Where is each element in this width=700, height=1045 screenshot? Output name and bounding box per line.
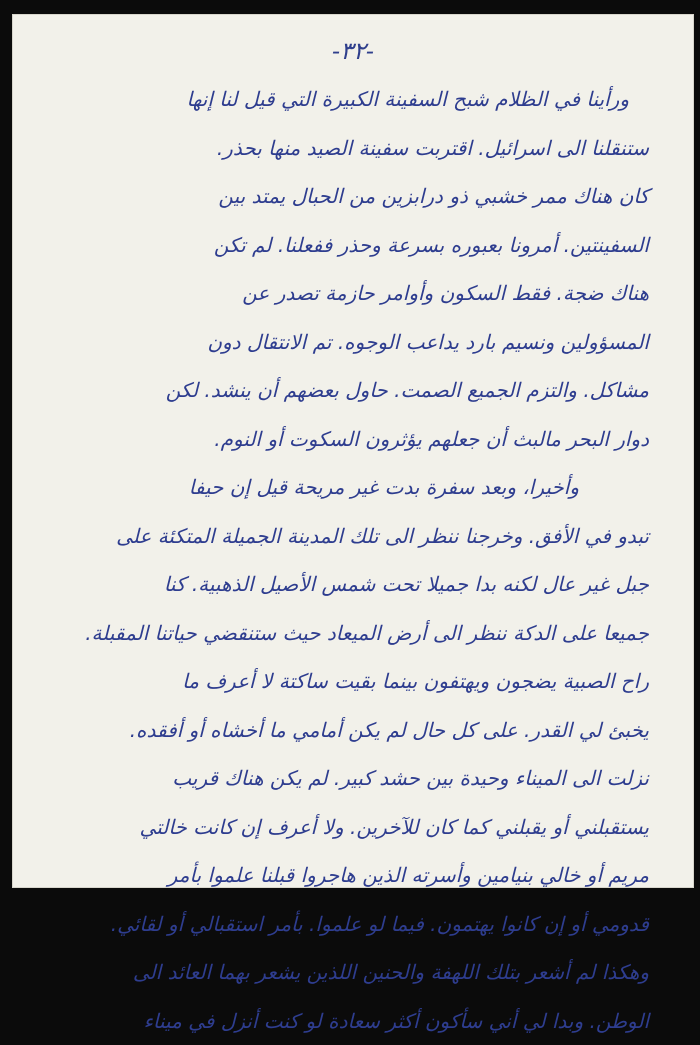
text-line: يستقبلني أو يقبلني كما كان للآخرين. ولا أعرف إن كانت خالتي bbox=[57, 803, 649, 852]
text-line: السفينتين. أمرونا بعبوره بسرعة وحذر ففعلنا. لم تكن bbox=[57, 221, 649, 270]
text-line: مشاكل. والتزم الجميع الصمت. حاول بعضهم أن ينشد. لكن bbox=[57, 366, 649, 415]
text-line: هناك ضجة. فقط السكون وأوامر حازمة تصدر عن bbox=[57, 269, 649, 318]
text-line: قدومي أو إن كانوا يهتمون. فيما لو علموا. بأمر استقبالي أو لقائي. bbox=[57, 900, 649, 949]
text-line: يخبئ لي القدر. على كل حال لم يكن أمامي ما أخشاه أو أفقده. bbox=[57, 706, 649, 755]
text-line: المسؤولين ونسيم بارد يداعب الوجوه. تم الانتقال دون bbox=[57, 318, 649, 367]
text-line: ستنقلنا الى اسرائيل. اقتربت سفينة الصيد منها بحذر. bbox=[57, 124, 649, 173]
page-number: -٣٢- bbox=[13, 37, 693, 65]
text-line: راح الصبية يضجون ويهتفون بينما بقيت ساكتة لا أعرف ما bbox=[57, 657, 649, 706]
text-line: ورأينا في الظلام شبح السفينة الكبيرة التي قيل لنا إنها bbox=[57, 75, 649, 124]
text-line: كان هناك ممر خشبي ذو درابزين من الحبال يمتد بين bbox=[57, 172, 649, 221]
text-line: وأخيرا، وبعد سفرة بدت غير مريحة قيل إن حيفا bbox=[57, 463, 649, 512]
text-line: تبدو في الأفق. وخرجنا ننظر الى تلك المدينة الجميلة المتكئة على bbox=[57, 512, 649, 561]
text-line: نزلت الى الميناء وحيدة بين حشد كبير. لم يكن هناك قريب bbox=[57, 754, 649, 803]
text-line: جبل غير عال لكنه بدا جميلا تحت شمس الأصيل الذهبية. كنا bbox=[57, 560, 649, 609]
text-line: الوطن. وبدا لي أني سأكون أكثر سعادة لو كنت أنزل في ميناء bbox=[57, 997, 649, 1045]
handwritten-body bbox=[57, 75, 649, 1045]
scan-border bbox=[0, 0, 12, 893]
text-line: وهكذا لم أشعر بتلك اللهفة والحنين اللذين يشعر بهما العائد الى bbox=[57, 948, 649, 997]
manuscript-page bbox=[12, 14, 694, 888]
text-line: جميعا على الدكة ننظر الى أرض الميعاد حيث ستنقضي حياتنا المقبلة. bbox=[57, 609, 649, 658]
text-line: مريم أو خالي بنيامين وأسرته الذين هاجروا قبلنا علموا بأمر bbox=[57, 851, 649, 900]
text-line: دوار البحر مالبث أن جعلهم يؤثرون السكوت أو النوم. bbox=[57, 415, 649, 464]
